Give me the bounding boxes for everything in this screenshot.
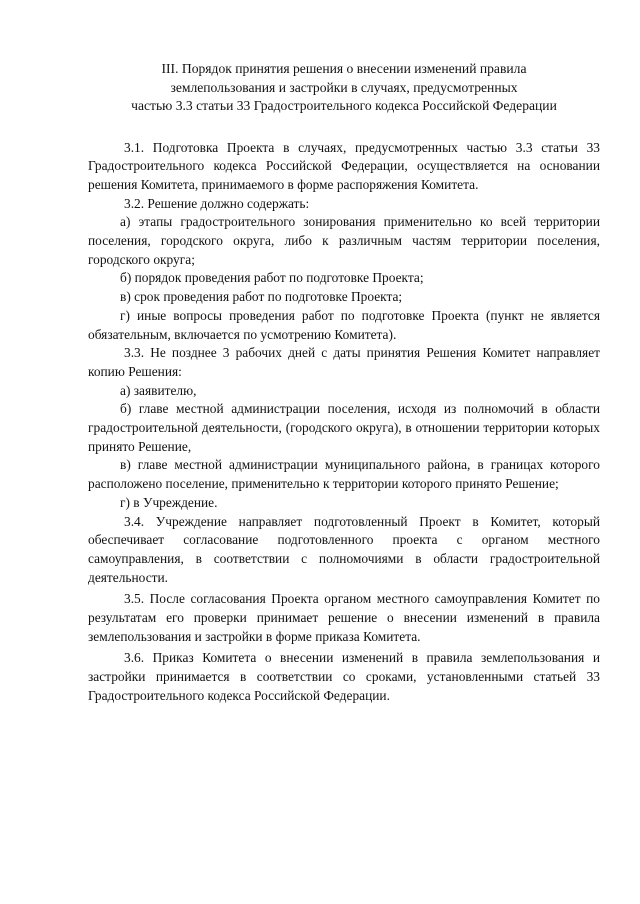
list-item-3-3-g: г) в Учреждение. <box>120 494 218 510</box>
section-title-line-3: частью 3.3 статьи 33 Градостроительного кодекса Российской Федерации <box>131 98 557 113</box>
section-title-line-2: землепользования и застройки в случаях, предусмотренных <box>170 79 518 95</box>
paragraph-3-4: 3.4. Учреждение направляет подготовленный Проект в Комитет, который обеспечивает согласование подготовленного проекта с органом местного самоуправления, в соответствии с полномочиями в области градостроительной деятельности. <box>88 513 600 585</box>
list-item-3-3-a: а) заявителю, <box>120 382 197 398</box>
section-body <box>88 139 600 706</box>
list-item-3-2-v: в) срок проведения работ по подготовке Проекта; <box>120 289 403 305</box>
list-item-3-2-a: а) этапы градостроительного зонирования применительно ко всей территории поселения, городского округа, либо к различным частям территории поселения, городского округа; <box>88 214 600 267</box>
section-title <box>88 60 600 116</box>
list-item-3-3-v: в) главе местной администрации муниципального района, в границах которого расположено поселение, применительно к территории которого принято Решение; <box>88 457 600 492</box>
list-item-3-3-b: б) главе местной администрации поселения, исходя из полномочий в области градостроительной деятельности, (городского округа), в отношении территории которых принято Решение, <box>88 401 600 454</box>
list-item-3-2-g: г) иные вопросы проведения работ по подготовке Проекта (пункт не является обязательным, включается по усмотрению Комитета). <box>88 307 600 342</box>
paragraph-3-6: 3.6. Приказ Комитета о внесении изменений в правила землепользования и застройки принимается в соответствии со сроками, установленными статьей 33 Градостроительного кодекса Российской Федерации. <box>88 650 600 703</box>
paragraph-3-2: 3.2. Решение должно содержать: <box>124 195 310 211</box>
list-item-3-2-b: б) порядок проведения работ по подготовке Проекта; <box>120 270 424 286</box>
document-page <box>88 60 600 706</box>
paragraph-3-5: 3.5. После согласования Проекта органом местного самоуправления Комитет по результатам его проверки принимает решение о внесении изменений в правила землепользования и застройки в форме приказа Комитета. <box>88 591 600 644</box>
paragraph-3-3: 3.3. Не позднее 3 рабочих дней с даты принятия Решения Комитет направляет копию Решения: <box>88 345 600 379</box>
section-title-line-1: III. Порядок принятия решения о внесении изменений правила <box>161 61 527 76</box>
paragraph-3-1: 3.1. Подготовка Проекта в случаях, предусмотренных частью 3.3 статьи 33 Градостроительного кодекса Российской Федерации, осуществляется на основании решения Комитета, принимаемого в форме распоряжения Комитета. <box>88 139 600 192</box>
